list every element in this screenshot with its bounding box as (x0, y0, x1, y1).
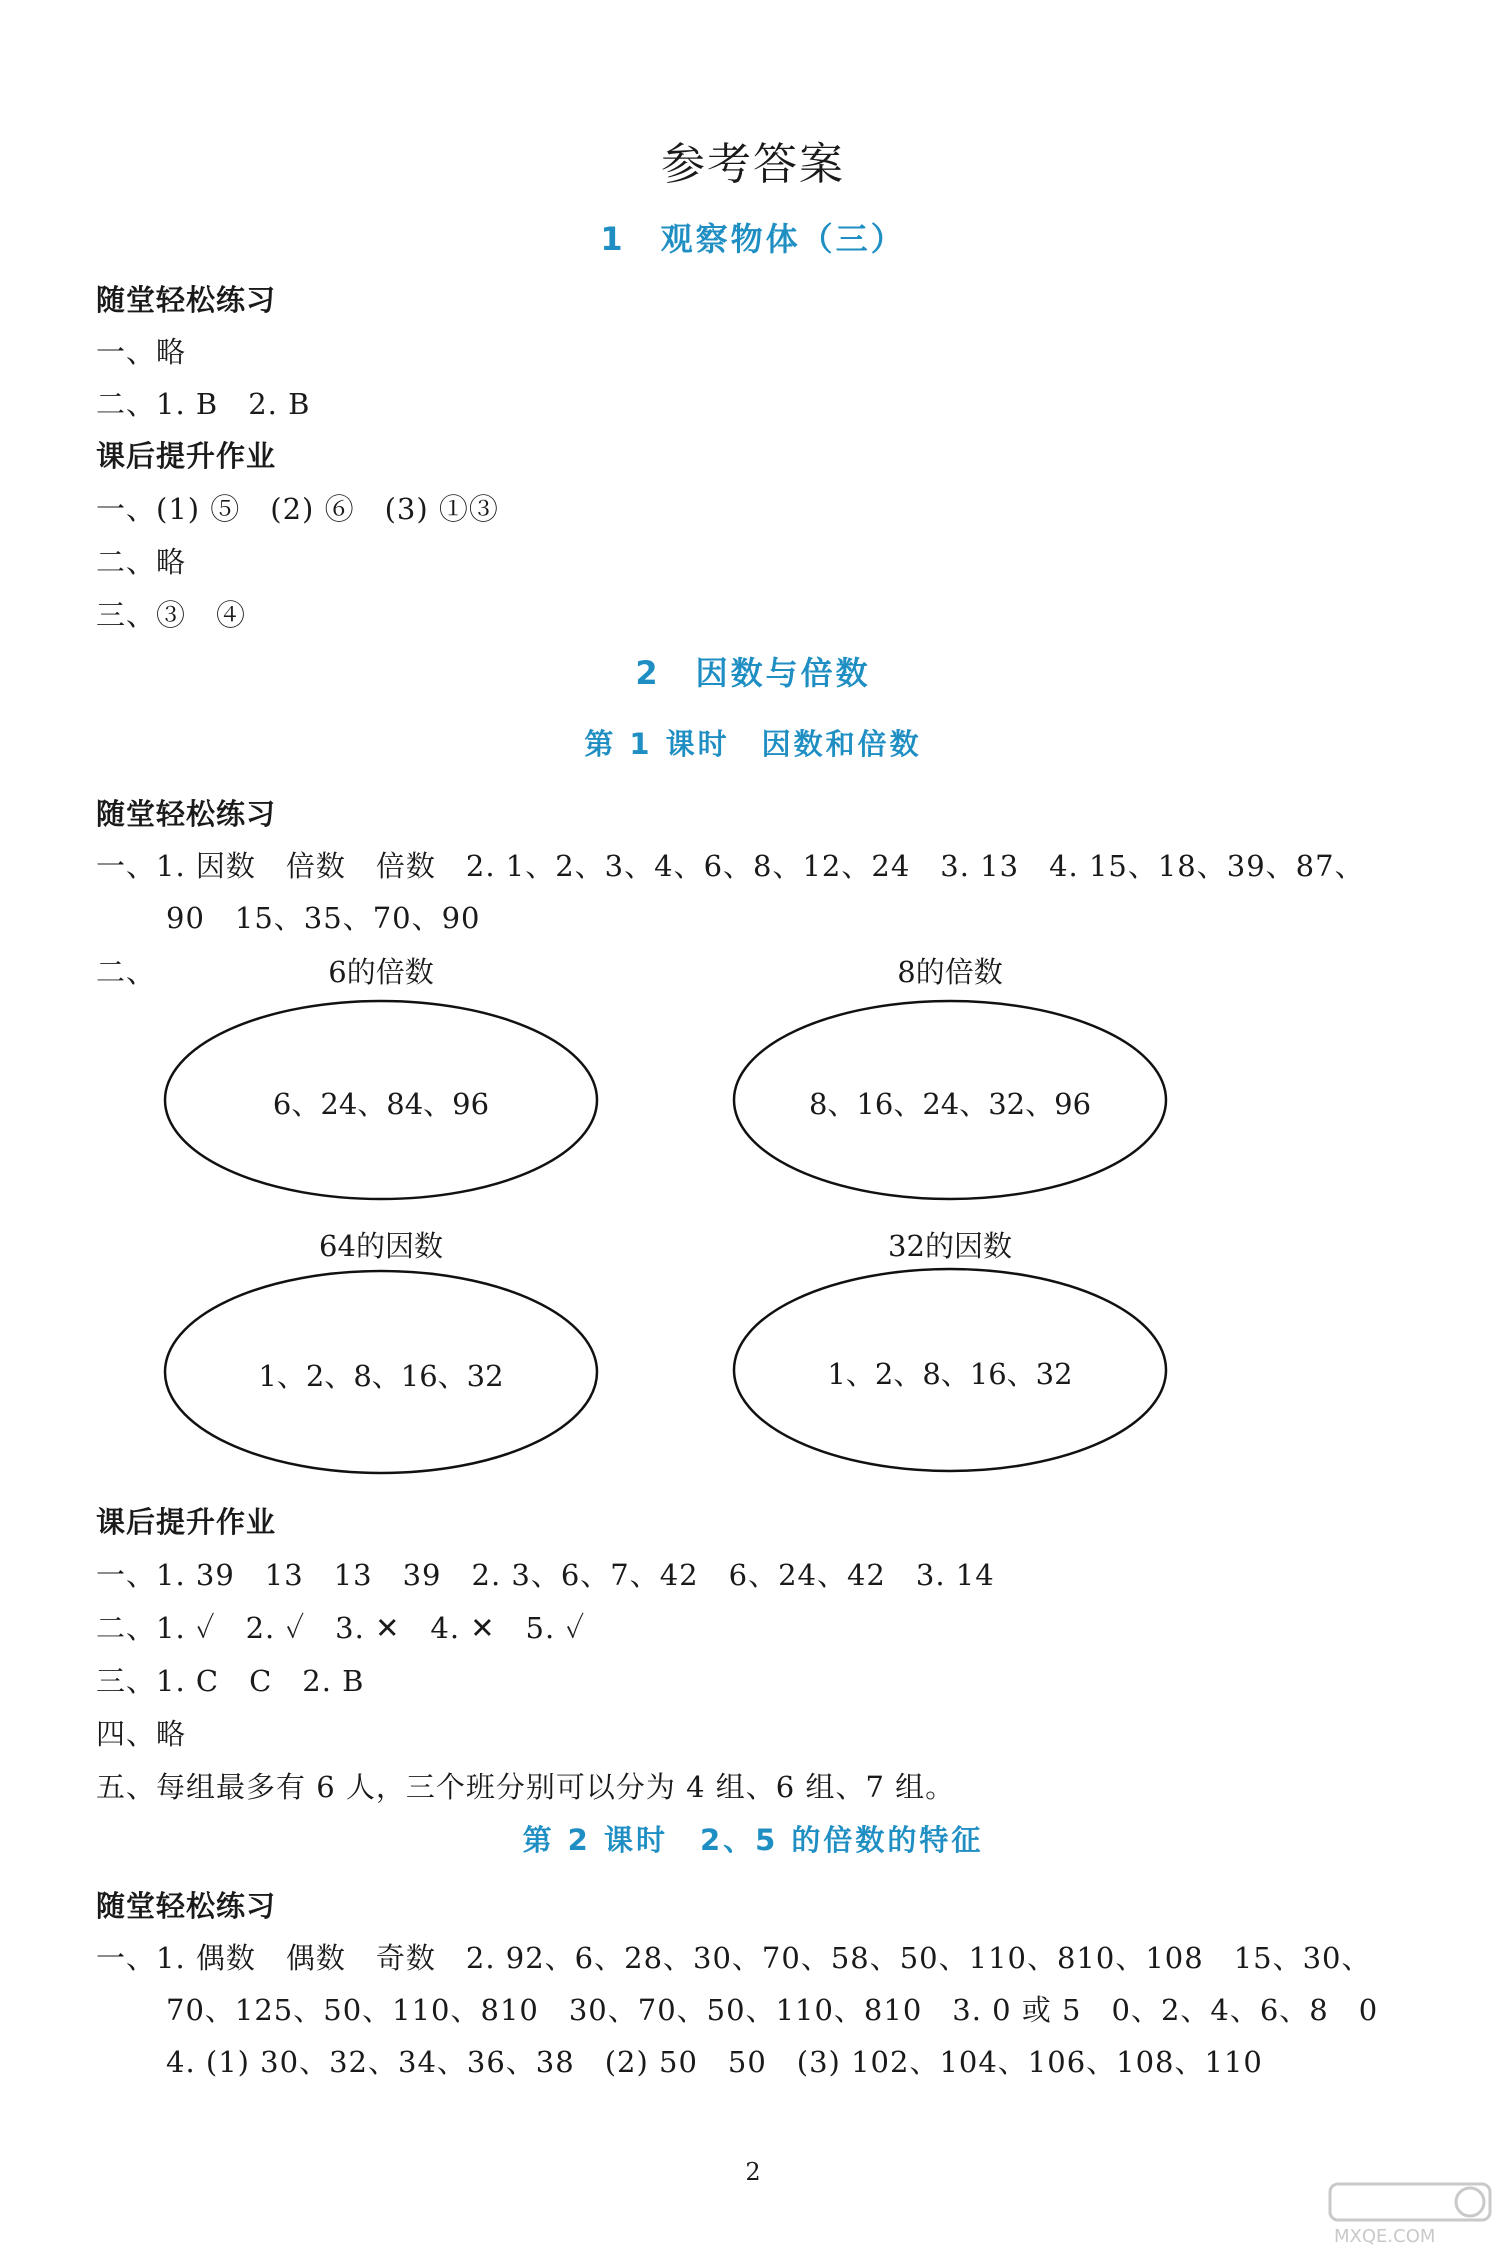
section-heading: 随堂轻松练习 (96, 797, 277, 831)
page-number: 2 (745, 2158, 761, 2186)
oval-label: 6的倍数 (328, 955, 434, 989)
answer-line: 二、略 (96, 545, 187, 579)
oval-label: 64的因数 (319, 1229, 443, 1263)
answer-line: 二、 (96, 955, 157, 989)
answer-line: 二、1. ✓ 2. ✓ 3. ✕ 4. ✕ 5. ✓ (96, 1611, 586, 1645)
oval-content: 1、2、8、16、32 (827, 1357, 1073, 1391)
watermark-icon (1320, 2180, 1500, 2250)
section-heading: 课后提升作业 (96, 439, 277, 473)
answer-line: 四、略 (96, 1717, 187, 1751)
watermark-logo (1320, 2180, 1500, 2250)
oval-label: 32的因数 (888, 1229, 1012, 1263)
page-title: 参考答案 (661, 139, 845, 190)
answer-line: 一、略 (96, 335, 187, 369)
answer-line: 一、1. 因数 倍数 倍数 2. 1、2、3、4、6、8、12、24 3. 13 4. 15、18、39、87、 (96, 849, 1365, 883)
oval-label: 8的倍数 (897, 955, 1003, 989)
section-heading: 随堂轻松练习 (96, 1889, 277, 1923)
answer-line-continued: 90 15、35、70、90 (166, 901, 481, 935)
section-heading: 课后提升作业 (96, 1505, 277, 1539)
answer-line: 三、1. C C 2. B (96, 1664, 365, 1698)
answer-line: 三、③ ④ (96, 598, 247, 632)
oval-content: 6、24、84、96 (272, 1087, 490, 1121)
chapter-2-heading: 2 因数与倍数 (635, 654, 871, 692)
answer-line: 二、1. B 2. B (96, 387, 311, 421)
lesson-1-heading: 第 1 课时 因数和倍数 (584, 727, 922, 761)
lesson-2-heading: 第 2 课时 2、5 的倍数的特征 (522, 1823, 984, 1857)
answer-line: 五、每组最多有 6 人，三个班分别可以分为 4 组、6 组、7 组。 (96, 1770, 956, 1804)
answer-line: 一、1. 偶数 偶数 奇数 2. 92、6、28、30、70、58、50、110、810、108 15、30、 (96, 1941, 1372, 1975)
answer-line-continued: 70、125、50、110、810 30、70、50、110、810 3. 0 或 5 0、2、4、6、8 0 (166, 1993, 1379, 2027)
oval-content: 8、16、24、32、96 (808, 1087, 1092, 1121)
answer-line: 一、(1) ⑤ (2) ⑥ (3) ①③ (96, 492, 499, 526)
section-heading: 随堂轻松练习 (96, 283, 277, 317)
watermark-text: MXQE.COM (1334, 2226, 1436, 2247)
oval-content: 1、2、8、16、32 (258, 1359, 504, 1393)
answer-line-continued: 4. (1) 30、32、34、36、38 (2) 50 50 (3) 102、104、106、108、110 (166, 2045, 1263, 2079)
chapter-1-heading: 1 观察物体（三） (600, 220, 906, 258)
answer-line: 一、1. 39 13 13 39 2. 3、6、7、42 6、24、42 3. 14 (96, 1558, 995, 1592)
